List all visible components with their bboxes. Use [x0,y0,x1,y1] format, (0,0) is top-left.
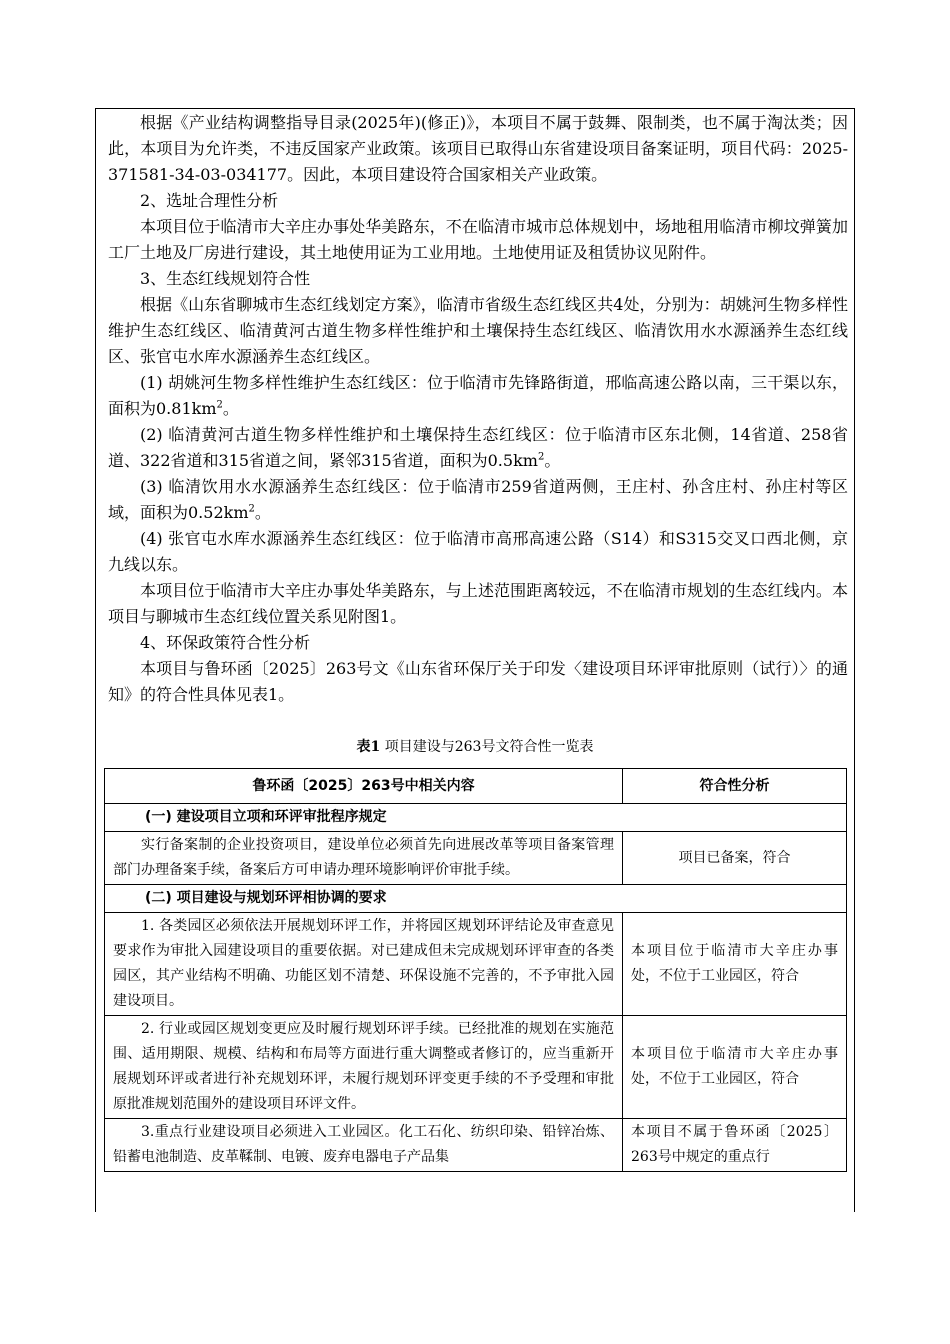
table-caption-text: 项目建设与263号文符合性一览表 [384,739,594,755]
paragraph-redline-conclusion: 本项目位于临清市大辛庄办事处华美路东，与上述范围距离较远，不在临清市规划的生态红线内。本项目与聊城市生态红线位置关系见附图1。 [108,581,848,626]
table-section-row [105,804,847,832]
heading-env-policy: 4、环保政策符合性分析 [140,633,311,652]
analysis-cell: 本项目位于临清市大辛庄办事处，不位于工业园区，符合 [623,913,847,1016]
zone-item-1: (1) 胡姚河生物多样性维护生态红线区：位于临清市先锋路街道，邢临高速公路以南，三干渠以东，面积为$0.81km^2$。 [108,373,848,418]
heading-site-selection: 2、选址合理性分析 [140,191,279,210]
zone-item-4: (4) 张官屯水库水源涵养生态红线区：位于临清市高邢高速公路（S14）和S315交叉口西北侧，京九线以东。 [108,529,848,574]
table-caption [95,736,855,758]
table-row [105,1016,847,1119]
compliance-table [104,768,847,1172]
document-body [108,110,848,708]
analysis-cell: 本项目不属于鲁环函〔2025〕263号中规定的重点行 [623,1119,847,1172]
table-section-row [105,885,847,913]
table-row [105,913,847,1016]
table-header-row [105,769,847,804]
analysis-cell: 项目已备案，符合 [623,832,847,885]
paragraph-eco-redline: 根据《山东省聊城市生态红线划定方案》，临清市省级生态红线区共4处，分别为：胡姚河生物多样性维护生态红线区、临清黄河古道生物多样性维护和土壤保持生态红线区、临清饮用水水源涵养生态红线区、张官屯水库水源涵养生态红线区。 [108,295,848,366]
header-content: 鲁环函〔2025〕263号中相关内容 [105,769,623,804]
analysis-cell: 本项目位于临清市大辛庄办事处，不位于工业园区，符合 [623,1016,847,1119]
requirement-cell: 3.重点行业建设项目必须进入工业园区。化工石化、纺织印染、铅锌冶炼、铅蓄电池制造、皮革鞣制、电镀、废弃电器电子产品集 [105,1119,623,1172]
header-analysis: 符合性分析 [623,769,847,804]
section-title-2: (二) 项目建设与规划环评相协调的要求 [105,885,847,913]
section-title-1: (一) 建设项目立项和环评审批程序规定 [105,804,847,832]
table-row [105,1119,847,1172]
paragraph-site-selection: 本项目位于临清市大辛庄办事处华美路东，不在临清市城市总体规划中，场地租用临清市柳坟弹簧加工厂土地及厂房进行建设，其土地使用证为工业用地。土地使用证及租赁协议见附件。 [108,217,848,262]
heading-eco-redline: 3、生态红线规划符合性 [140,269,311,288]
zone-item-3: (3) 临清饮用水水源涵养生态红线区：位于临清市259省道两侧，王庄村、孙含庄村、孙庄村等区域，面积为$0.52km^2$。 [108,477,848,522]
requirement-cell: 实行备案制的企业投资项目，建设单位必须首先向进展改革等项目备案管理部门办理备案手续，备案后方可申请办理环境影响评价审批手续。 [105,832,623,885]
requirement-cell: 2. 行业或园区规划变更应及时履行规划环评手续。已经批准的规划在实施范围、适用期限、规模、结构和布局等方面进行重大调整或者修订的，应当重新开展规划环评或者进行补充规划环评，未履行规划环评变更手续的不予受理和审批原批准规划范围外的建设项目环评文件。 [105,1016,623,1119]
table-caption-label: 表1 [356,739,381,755]
paragraph-industry-policy: 根据《产业结构调整指导目录(2025年)(修正)》，本项目不属于鼓舞、限制类，也不属于淘汰类；因此，本项目为允许类，不违反国家产业政策。该项目已取得山东省建设项目备案证明，项目代码：2025-371581-34-03-034177。因此，本项目建设符合国家相关产业政策。 [108,113,848,184]
zone-item-2: (2) 临清黄河古道生物多样性维护和土壤保持生态红线区：位于临清市区东北侧，14省道、258省道、322省道和315省道之间，紧邻315省道，面积为$0.5km^2$。 [108,425,848,470]
requirement-cell: 1. 各类园区必须依法开展规划环评工作，并将园区规划环评结论及审查意见要求作为审批入园建设项目的重要依据。对已建成但未完成规划环评审查的各类园区，其产业结构不明确、功能区划不清楚、环保设施不完善的，不予审批入园建设项目。 [105,913,623,1016]
table-row [105,832,847,885]
paragraph-env-policy: 本项目与鲁环函〔2025〕263号文《山东省环保厅关于印发〈建设项目环评审批原则（试行）〉的通知》的符合性具体见表1。 [108,659,848,704]
